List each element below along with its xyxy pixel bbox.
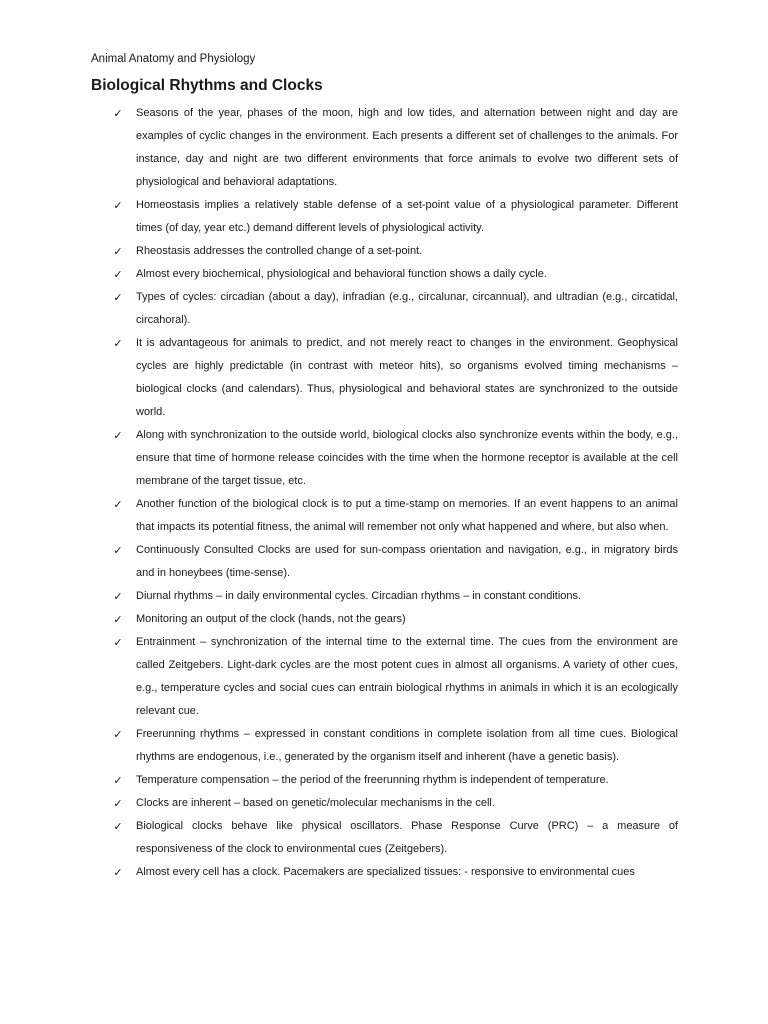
list-item — [0, 608, 678, 631]
bullet-list — [0, 102, 768, 884]
list-item — [0, 792, 678, 815]
list-item — [0, 332, 678, 424]
list-item-text: Another function of the biological clock is to put a time-stamp on memories. If an event happens to an animal that impacts its potential fitness, the animal will remember not only what happened and where, but also when. — [136, 498, 678, 533]
list-item — [0, 861, 678, 884]
list-item-text: Almost every biochemical, physiological and behavioral function shows a daily cycle. — [136, 268, 547, 280]
list-item-text: Along with synchronization to the outside world, biological clocks also synchronize events within the body, e.g., ensure that time of hormone release coincides with the time when the hormone receptor is available at the cell membrane of the target tissue, etc. — [136, 429, 678, 487]
list-item — [0, 263, 678, 286]
list-item-text: Freerunning rhythms – expressed in constant conditions in complete isolation from all time cues. Biological rhythms are endogenous, i.e., generated by the organism itself and inherent (have a genetic basis). — [136, 728, 678, 763]
list-item — [0, 240, 678, 263]
check-mark-icon: ✓ — [113, 544, 123, 557]
check-mark-icon: ✓ — [113, 498, 123, 511]
check-mark-icon: ✓ — [113, 613, 123, 626]
list-item-text: Monitoring an output of the clock (hands, not the gears) — [136, 613, 406, 625]
check-mark-icon: ✓ — [113, 590, 123, 603]
check-mark-icon: ✓ — [113, 337, 123, 350]
list-item-text: Homeostasis implies a relatively stable defense of a set-point value of a physiological parameter. Different times (of day, year etc.) demand different levels of physiological activity. — [136, 199, 678, 234]
check-mark-icon: ✓ — [113, 107, 123, 120]
list-item-text: Biological clocks behave like physical oscillators. Phase Response Curve (PRC) – a measure of responsiveness of the clock to environmental cues (Zeitgebers). — [136, 820, 678, 855]
check-mark-icon: ✓ — [113, 728, 123, 741]
list-item — [0, 194, 678, 240]
list-item — [0, 815, 678, 861]
check-mark-icon: ✓ — [113, 429, 123, 442]
list-item — [0, 539, 678, 585]
check-mark-icon: ✓ — [113, 797, 123, 810]
list-item-text: It is advantageous for animals to predict, and not merely react to changes in the environment. Geophysical cycles are highly predictable (in contrast with meteor hits), so organisms evolved timing mechanisms – biological clocks (and calendars). Thus, physiological and behavioral states are synchronized to the outside world. — [136, 337, 678, 418]
page-title: Biological Rhythms and Clocks — [91, 77, 323, 94]
list-item — [0, 424, 678, 493]
list-item-text: Seasons of the year, phases of the moon, high and low tides, and alternation between night and day are examples of cyclic changes in the environment. Each presents a different set of challenges to the animals. For instance, day and night are two different environments that force animals to evolve two different sets of physiological and behavioral adaptations. — [136, 107, 678, 188]
check-mark-icon: ✓ — [113, 636, 123, 649]
list-item — [0, 631, 678, 723]
list-item-text: Diurnal rhythms – in daily environmental cycles. Circadian rhythms – in constant conditions. — [136, 590, 582, 602]
check-mark-icon: ✓ — [113, 291, 123, 304]
check-mark-icon: ✓ — [113, 774, 123, 787]
list-item — [0, 493, 678, 539]
list-item — [0, 585, 678, 608]
list-item-text: Rheostasis addresses the controlled change of a set-point. — [136, 245, 423, 257]
list-item-text: Clocks are inherent – based on genetic/molecular mechanisms in the cell. — [136, 797, 495, 809]
list-item — [0, 769, 678, 792]
list-item — [0, 723, 678, 769]
check-mark-icon: ✓ — [113, 245, 123, 258]
list-item-text: Almost every cell has a clock. Pacemakers are specialized tissues: - responsive to environmental cues — [136, 866, 635, 878]
check-mark-icon: ✓ — [113, 866, 123, 879]
list-item-text: Types of cycles: circadian (about a day), infradian (e.g., circalunar, circannual), and ultradian (e.g., circatidal, circahoral). — [136, 291, 678, 326]
check-mark-icon: ✓ — [113, 268, 123, 281]
list-item — [0, 102, 678, 194]
check-mark-icon: ✓ — [113, 820, 123, 833]
list-item-text: Continuously Consulted Clocks are used for sun-compass orientation and navigation, e.g., in migratory birds and in honeybees (time-sense). — [136, 544, 678, 579]
list-item-text: Entrainment – synchronization of the internal time to the external time. The cues from the environment are called Zeitgebers. Light-dark cycles are the most potent cues in almost all organisms. A variety of other cues, e.g., temperature cycles and social cues can entrain biological rhythms in animals in which it is an ecologically relevant cue. — [136, 636, 678, 717]
list-item — [0, 286, 678, 332]
course-title: Animal Anatomy and Physiology — [91, 53, 256, 65]
check-mark-icon: ✓ — [113, 199, 123, 212]
list-item-text: Temperature compensation – the period of the freerunning rhythm is independent of temperature. — [136, 774, 609, 786]
